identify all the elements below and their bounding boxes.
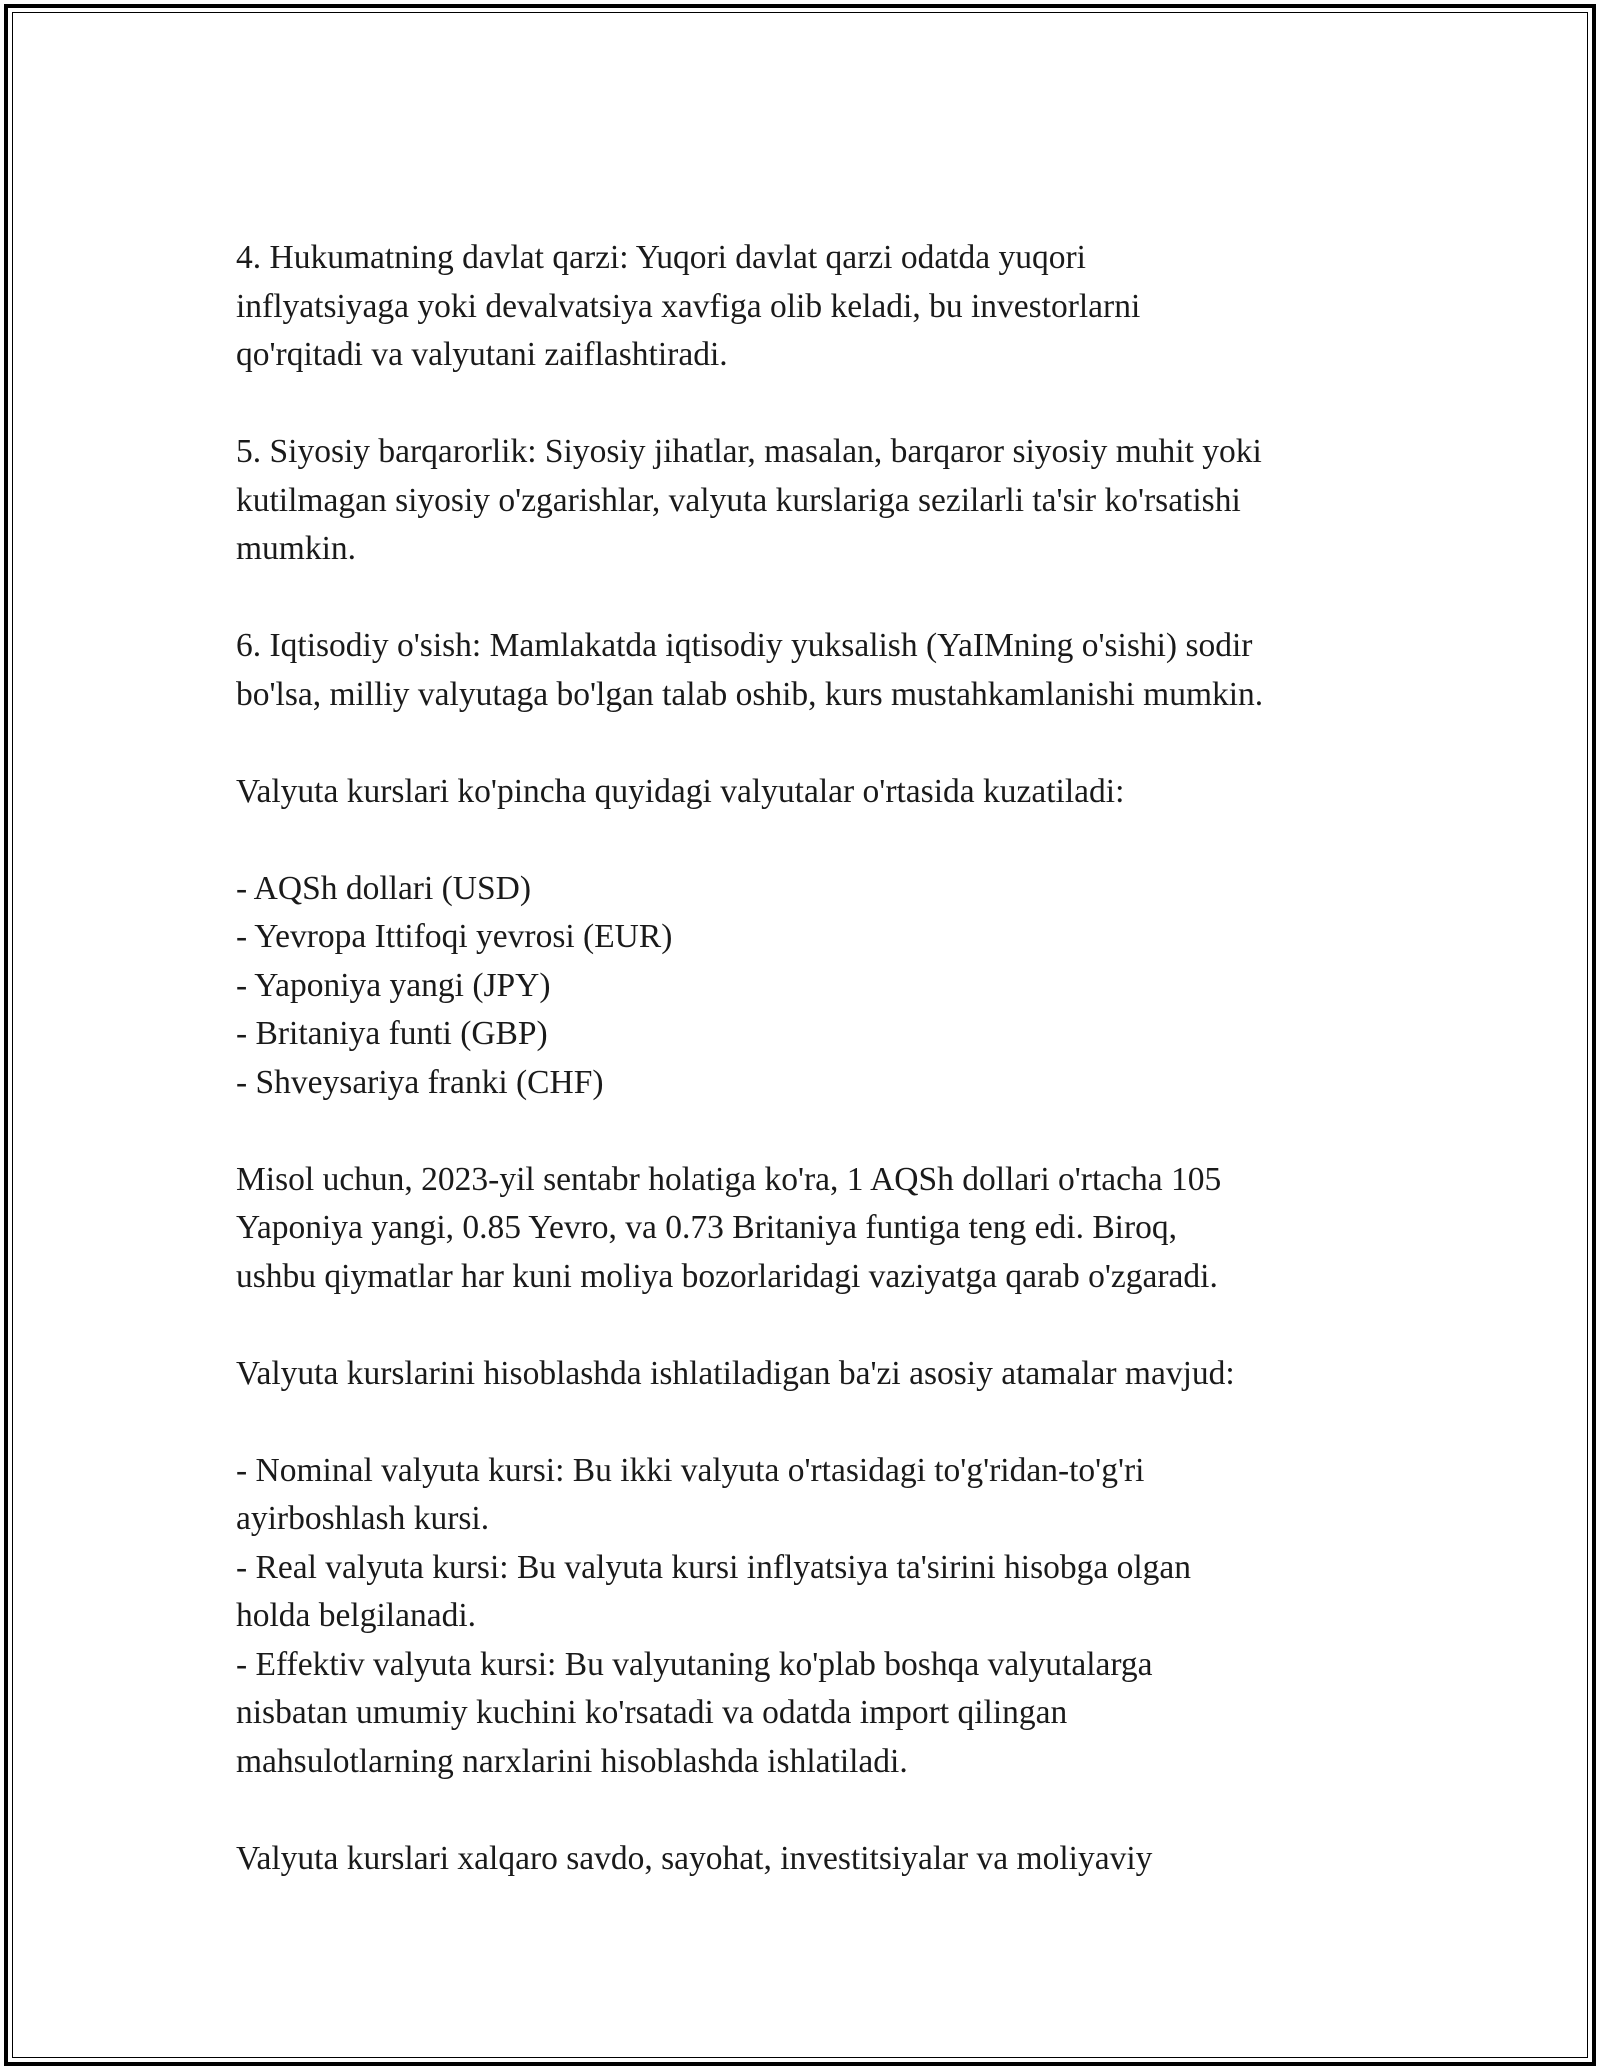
paragraph-government-debt xyxy=(236,234,1416,380)
list-item-effective-cont: nisbatan umumiy kuchini ko'rsatadi va odatda import qilingan xyxy=(236,1694,1068,1731)
list-item-gbp: - Britaniya funti (GBP) xyxy=(236,1015,548,1052)
list-item-usd: - AQSh dollari (USD) xyxy=(236,869,531,907)
list-item-eur: - Yevropa Ittifoqi yevrosi (EUR) xyxy=(236,918,673,955)
text-line: Valyuta kurslarini hisoblashda ishlatiladigan ba'zi asosiy atamalar mavjud: xyxy=(236,1354,1235,1392)
text-line: 6. Iqtisodiy o'sish: Mamlakatda iqtisodiy yuksalish (YaIMning o'sishi) sodir xyxy=(236,627,1253,664)
text-line: ushbu qiymatlar har kuni moliya bozorlaridagi vaziyatga qarab o'zgaradi. xyxy=(236,1257,1218,1295)
document-body xyxy=(236,234,1416,1883)
paragraph-economic-growth xyxy=(236,622,1416,719)
paragraph-currencies-intro xyxy=(236,768,1416,817)
text-line: kutilmagan siyosiy o'zgarishlar, valyuta kurslariga sezilarli ta'sir ko'rsatishi xyxy=(236,481,1241,519)
text-line: bo'lsa, milliy valyutaga bo'lgan talab oshib, kurs mustahkamlanishi mumkin. xyxy=(236,675,1264,713)
paragraph-example-rates xyxy=(236,1156,1416,1302)
text-line: 5. Siyosiy barqarorlik: Siyosiy jihatlar, masalan, barqaror siyosiy muhit yoki xyxy=(236,433,1262,470)
list-item-nominal-cont: ayirboshlash kursi. xyxy=(236,1500,490,1537)
list-item-effective-cont: mahsulotlarning narxlarini hisoblashda ishlatiladi. xyxy=(236,1742,908,1780)
paragraph-political-stability xyxy=(236,428,1416,574)
paragraph-closing xyxy=(236,1835,1416,1884)
terms-list xyxy=(236,1447,1416,1787)
text-line: Valyuta kurslari ko'pincha quyidagi valyutalar o'rtasida kuzatiladi: xyxy=(236,772,1125,810)
text-line: Misol uchun, 2023-yil sentabr holatiga ko'ra, 1 AQSh dollari o'rtacha 105 xyxy=(236,1160,1222,1198)
list-item-real: - Real valyuta kursi: Bu valyuta kursi inflyatsiya ta'sirini hisobga olgan xyxy=(236,1548,1192,1586)
text-line: mumkin. xyxy=(236,530,357,567)
text-line: 4. Hukumatning davlat qarzi: Yuqori davlat qarzi odatda yuqori xyxy=(236,239,1086,276)
list-item-nominal: - Nominal valyuta kursi: Bu ikki valyuta o'rtasidagi to'g'ridan-to'g'ri xyxy=(236,1451,1145,1489)
list-item-effective: - Effektiv valyuta kursi: Bu valyutaning ko'plab boshqa valyutalarga xyxy=(236,1645,1153,1683)
currency-list xyxy=(236,865,1416,1108)
paragraph-terms-intro xyxy=(236,1350,1416,1399)
list-item-real-cont: holda belgilanadi. xyxy=(236,1597,477,1634)
text-line: qo'rqitadi va valyutani zaiflashtiradi. xyxy=(236,336,728,373)
text-line: inflyatsiyaga yoki devalvatsiya xavfiga olib keladi, bu investorlarni xyxy=(236,287,1141,325)
list-item-chf: - Shveysariya franki (CHF) xyxy=(236,1063,604,1101)
text-line: Valyuta kurslari xalqaro savdo, sayohat, investitsiyalar va moliyaviy xyxy=(236,1839,1153,1877)
text-line: Yaponiya yangi, 0.85 Yevro, va 0.73 Britaniya funtiga teng edi. Biroq, xyxy=(236,1209,1178,1246)
list-item-jpy: - Yaponiya yangi (JPY) xyxy=(236,966,551,1004)
